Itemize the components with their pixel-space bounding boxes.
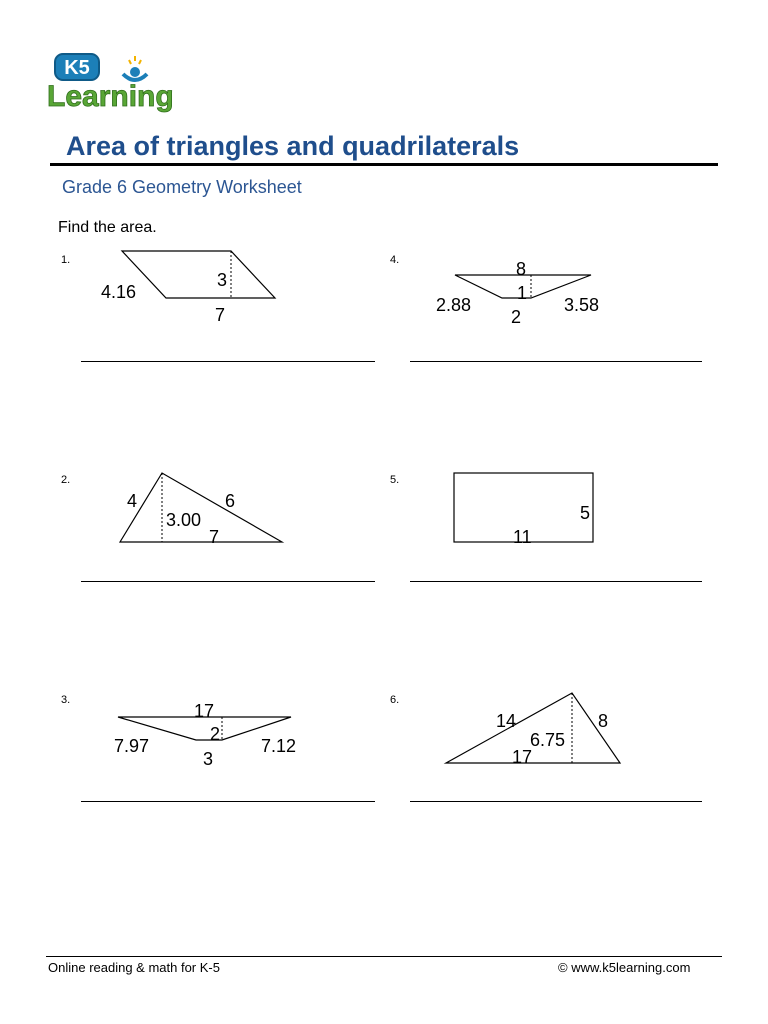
problem-4-answer-line[interactable] — [410, 361, 702, 362]
problem-6-right-side-label: 8 — [598, 711, 609, 731]
problem-6-triangle — [446, 693, 620, 763]
problem-3-number: 3. — [61, 694, 71, 706]
problem-1-number: 1. — [61, 254, 71, 266]
problem-1-height-label: 3 — [217, 270, 228, 290]
problem-3-left-side-label: 7.97 — [114, 736, 150, 756]
problem-6-answer-line[interactable] — [410, 801, 702, 802]
problem-3-height-label: 2 — [210, 724, 221, 744]
problem-3-top-base-label: 17 — [194, 701, 215, 721]
problem-2-number: 2. — [61, 474, 71, 486]
problem-3-right-side-label: 7.12 — [261, 736, 297, 756]
problem-6-height-label: 6.75 — [530, 730, 566, 750]
problem-6-left-side-label: 14 — [496, 711, 517, 731]
problem-5-base-label: 11 — [513, 527, 532, 547]
footer-tagline: Online reading & math for K-5 — [48, 960, 220, 975]
problem-6-number: 6. — [390, 694, 400, 706]
problem-2-left-side-label: 4 — [127, 491, 138, 511]
problem-1-side-label: 4.16 — [101, 282, 137, 302]
problem-5-answer-line[interactable] — [410, 581, 702, 582]
problem-4-top-base-label: 8 — [516, 259, 527, 279]
problem-2-height-label: 3.00 — [166, 510, 202, 530]
problem-3-answer-line[interactable] — [81, 801, 375, 802]
problem-6-base-label: 17 — [512, 747, 533, 767]
footer-divider — [46, 956, 722, 957]
problem-4-number: 4. — [390, 254, 400, 266]
problem-1-answer-line[interactable] — [81, 361, 375, 362]
problem-3-bottom-base-label: 3 — [203, 749, 214, 769]
problem-1-parallelogram — [122, 251, 275, 298]
problem-2-base-label: 7 — [209, 527, 220, 547]
problem-4-bottom-base-label: 2 — [511, 307, 522, 327]
problem-4-height-label: 1 — [517, 283, 528, 303]
problem-2-right-side-label: 6 — [225, 491, 236, 511]
footer-copyright-link[interactable]: © www.k5learning.com — [558, 960, 691, 975]
problem-5-number: 5. — [390, 474, 400, 486]
logo-word-text: Learning — [47, 80, 174, 113]
problem-2-triangle — [120, 473, 282, 542]
problem-1-base-label: 7 — [215, 305, 226, 325]
instruction-text: Find the area. — [58, 219, 157, 236]
logo-badge-text: K5 — [64, 57, 90, 79]
page-title: Area of triangles and quadrilaterals — [66, 131, 520, 161]
problem-2-answer-line[interactable] — [81, 581, 375, 582]
page-subtitle: Grade 6 Geometry Worksheet — [62, 177, 302, 197]
problem-5-height-label: 5 — [580, 503, 591, 523]
problem-4-right-side-label: 3.58 — [564, 295, 600, 315]
problem-4-left-side-label: 2.88 — [436, 295, 472, 315]
